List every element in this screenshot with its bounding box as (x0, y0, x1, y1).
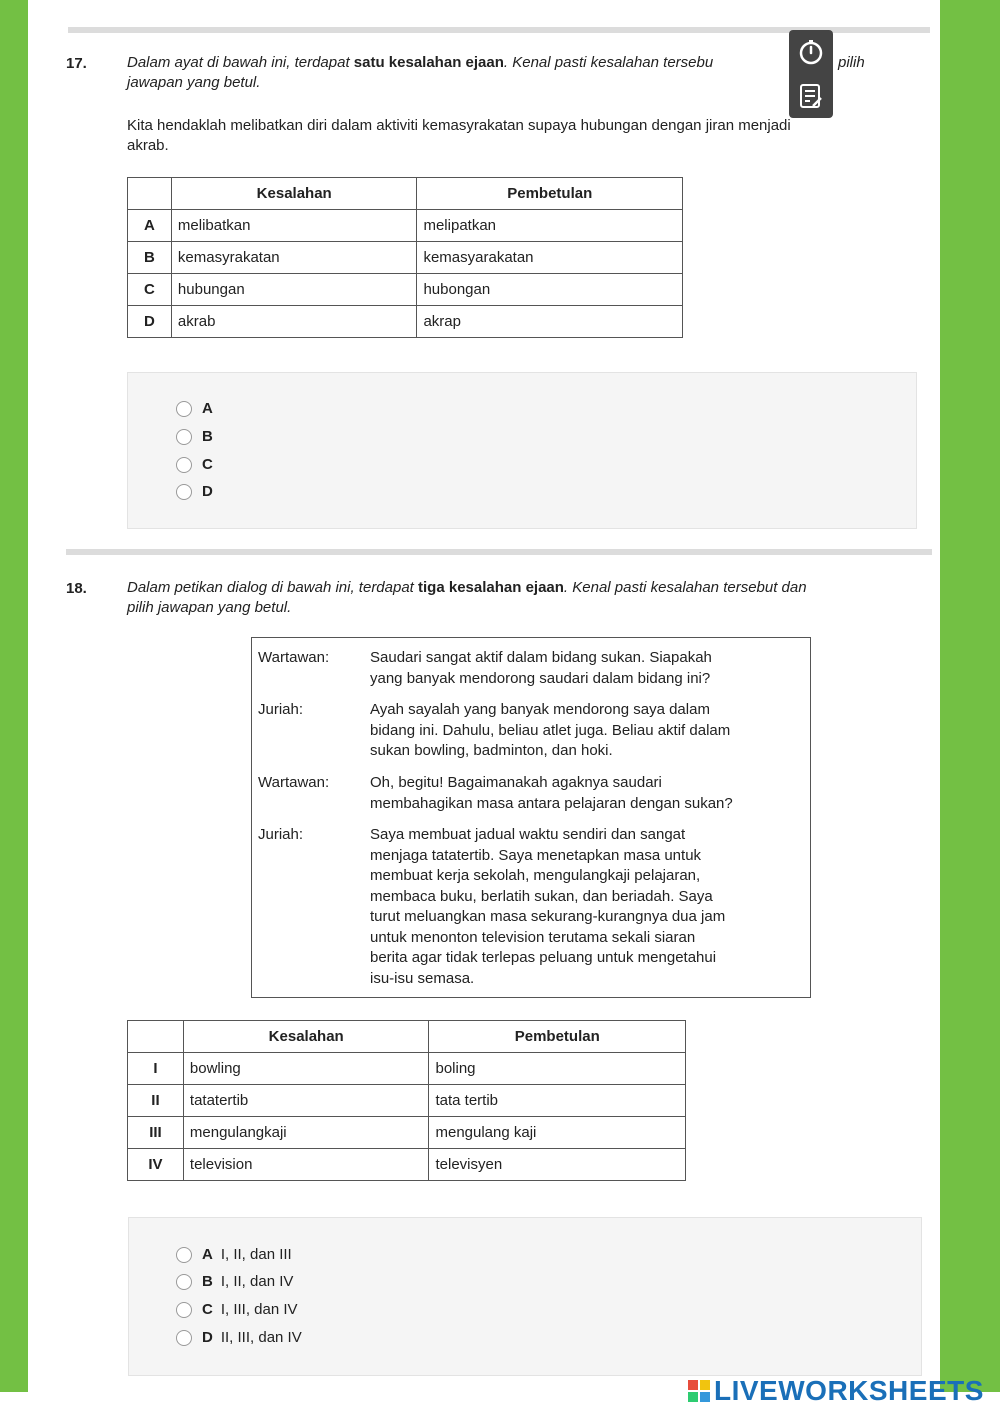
option-letter: B (202, 1273, 213, 1290)
q18-prompt: Dalam petikan dialog di bawah ini, terdapat tiga kesalahan ejaan. Kenal pasti kesalahan tersebut dan pilih jawapan yang betul. (127, 579, 807, 616)
row-label: IV (128, 1149, 184, 1181)
brand-logo-icon (688, 1380, 710, 1402)
row-label: A (128, 210, 172, 242)
q18-options-box (128, 1217, 922, 1376)
q17-option-b[interactable] (176, 428, 221, 445)
row-label: III (128, 1117, 184, 1149)
worksheet-page (28, 0, 940, 1415)
table-header: Pembetulan (429, 1021, 686, 1053)
option-letter: C (202, 456, 213, 473)
right-cell: akrap (417, 306, 683, 338)
right-cell: mengulang kaji (429, 1117, 686, 1149)
right-cell: televisyen (429, 1149, 686, 1181)
brand-text: LIVEWORKSHEETS (714, 1375, 984, 1406)
speaker: Juriah: (258, 701, 304, 718)
q18-option-d[interactable] (176, 1329, 302, 1346)
radio-button[interactable] (176, 1247, 192, 1263)
option-letter: D (202, 1329, 213, 1346)
radio-button[interactable] (176, 1330, 192, 1346)
q17-option-d[interactable] (176, 483, 221, 500)
wrong-cell: mengulangkaji (183, 1117, 429, 1149)
radio-button[interactable] (176, 1302, 192, 1318)
right-cell: melipatkan (417, 210, 683, 242)
q17-number: 17. (66, 55, 87, 72)
right-cell: hubongan (417, 274, 683, 306)
table-header (128, 1021, 184, 1053)
option-text: I, III, dan IV (220, 1301, 298, 1318)
option-letter: C (202, 1301, 213, 1318)
row-label: B (128, 242, 172, 274)
radio-button[interactable] (176, 1274, 192, 1290)
radio-button[interactable] (176, 457, 192, 473)
speaker: Wartawan: (258, 649, 330, 666)
radio-button[interactable] (176, 429, 192, 445)
table-header-row (128, 178, 683, 210)
utterance: Ayah sayalah yang banyak mendorong saya dalam bidang ini. Dahulu, beliau atlet juga. Beliau aktif dalam sukan bowling, badminton, dan hoki. (370, 701, 731, 759)
utterance: Saudari sangat aktif dalam bidang sukan. Siapakah yang banyak mendorong saudari dalam bidang ini? (370, 649, 712, 687)
table-row (128, 1053, 686, 1085)
wrong-cell: melibatkan (171, 210, 417, 242)
option-letter: B (202, 428, 213, 445)
liveworksheets-logo[interactable] (688, 1376, 984, 1406)
right-cell: tata tertib (429, 1085, 686, 1117)
table-header (128, 178, 172, 210)
wrong-cell: tatatertib (183, 1085, 429, 1117)
radio-button[interactable] (176, 401, 192, 417)
table-row (128, 1149, 686, 1181)
q17-option-a[interactable] (176, 400, 221, 417)
right-cell: boling (429, 1053, 686, 1085)
q17-options-box (127, 372, 917, 529)
option-letter: A (202, 1246, 213, 1263)
row-label: I (128, 1053, 184, 1085)
divider-middle (66, 549, 932, 555)
q17-prompt-tail: pilih (838, 54, 865, 71)
table-header: Kesalahan (183, 1021, 429, 1053)
q18-number: 18. (66, 580, 87, 597)
wrong-cell: kemasyrakatan (171, 242, 417, 274)
utterance: Saya membuat jadual waktu sendiri dan sangat menjaga tatatertib. Saya menetapkan masa untuk membuat kerja sekolah, mengulangkaji pelajaran, membaca buku, berlatih sukan, dan beriadah. Saya turut meluangkan masa sekurang-kurangnya dua jam untuk menonton television terutama sekali siaran berita agar tidak terlepas peluang untuk mengetahui isu-isu semasa. (370, 826, 726, 987)
table-row (128, 1117, 686, 1149)
table-row (128, 242, 683, 274)
q17-option-c[interactable] (176, 456, 221, 473)
option-letter: A (202, 400, 213, 417)
q18-option-b[interactable] (176, 1273, 293, 1290)
table-header: Pembetulan (417, 178, 683, 210)
table-header-row (128, 1021, 686, 1053)
notes-button[interactable] (789, 76, 833, 116)
q17-prompt: Dalam ayat di bawah ini, terdapat satu kesalahan ejaan. Kenal pasti kesalahan tersebu jawapan yang betul. (127, 54, 714, 91)
right-green-border (940, 0, 1000, 1392)
radio-button[interactable] (176, 484, 192, 500)
row-label: C (128, 274, 172, 306)
table-row (128, 274, 683, 306)
notes-icon (798, 82, 824, 110)
wrong-cell: hubungan (171, 274, 417, 306)
option-text: I, II, dan IV (220, 1273, 294, 1290)
row-label: II (128, 1085, 184, 1117)
speaker: Juriah: (258, 826, 304, 843)
table-header: Kesalahan (171, 178, 417, 210)
floating-toolbar (789, 30, 833, 118)
row-label: D (128, 306, 172, 338)
q17-table (127, 177, 683, 338)
stopwatch-icon (797, 38, 825, 66)
option-letter: D (202, 483, 213, 500)
speaker: Wartawan: (258, 774, 330, 791)
right-cell: kemasyarakatan (417, 242, 683, 274)
table-row (128, 210, 683, 242)
wrong-cell: television (183, 1149, 429, 1181)
q18-option-c[interactable] (176, 1301, 298, 1318)
table-row (128, 1085, 686, 1117)
option-text: I, II, dan III (220, 1246, 292, 1263)
utterance: Oh, begitu! Bagaimanakah agaknya saudari membahagikan masa antara pelajaran dengan sukan? (370, 774, 733, 812)
timer-button[interactable] (789, 32, 833, 72)
table-row (128, 306, 683, 338)
wrong-cell: akrab (171, 306, 417, 338)
option-text: II, III, dan IV (220, 1329, 302, 1346)
left-green-border (0, 0, 28, 1392)
q17-sentence: Kita hendaklah melibatkan diri dalam aktiviti kemasyrakatan supaya hubungan dengan jiran menjadi akrab. (127, 117, 791, 154)
q18-option-a[interactable] (176, 1246, 292, 1263)
q18-dialog-box (251, 637, 811, 998)
wrong-cell: bowling (183, 1053, 429, 1085)
q18-table (127, 1020, 686, 1181)
